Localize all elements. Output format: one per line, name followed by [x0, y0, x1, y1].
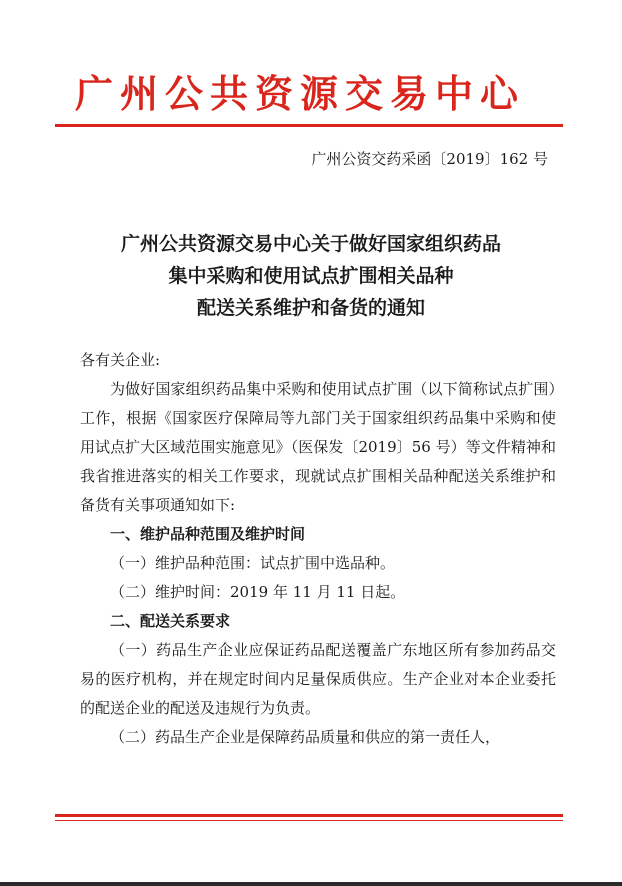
- section-1-item-1: （一）维护品种范围：试点扩围中选品种。: [110, 554, 396, 572]
- footer-red-thin-rule: [55, 820, 563, 821]
- masthead-org-name: 广州公共资源交易中心: [74, 71, 525, 116]
- title-line-1: 广州公共资源交易中心关于做好国家组织药品: [120, 233, 501, 255]
- masthead-red-rule: [55, 124, 563, 127]
- document-body: [80, 346, 556, 752]
- document-title: [40, 228, 582, 324]
- title-line-3: 配送关系维护和备货的通知: [196, 297, 425, 319]
- salutation: 各有关企业:: [80, 351, 161, 369]
- section-2-heading: 二、配送关系要求: [110, 612, 231, 630]
- footer-red-rule: [55, 814, 563, 817]
- document-number: 广州公资交药采函〔2019〕162 号: [311, 150, 548, 168]
- page-bottom-edge: [0, 882, 622, 886]
- section-2-item-2: （二）药品生产企业是保障药品质量和供应的第一责任人，: [110, 728, 501, 746]
- title-line-2: 集中采购和使用试点扩围相关品种: [168, 265, 454, 287]
- section-2-item-1: （一）药品生产企业应保证药品配送覆盖广东地区所有参加药品交易的医疗机构，并在规定时间内足量保质供应。生产企业对本企业委托的配送企业的配送及违规行为负责。: [80, 641, 556, 717]
- intro-paragraph: 为做好国家组织药品集中采购和使用试点扩围（以下简称试点扩围）工作，根据《国家医疗保障局等九部门关于国家组织药品集中采购和使用试点扩大区域范围实施意见》（医保发〔2019〕56 号）等文件精神和我省推进落实的相关工作要求，现就试点扩围相关品种配送关系维护和备货有关事项通知如下:: [80, 380, 556, 514]
- section-1-heading: 一、维护品种范围及维护时间: [110, 525, 306, 543]
- section-1-item-2: （二）维护时间：2019 年 11 月 11 日起。: [110, 583, 406, 601]
